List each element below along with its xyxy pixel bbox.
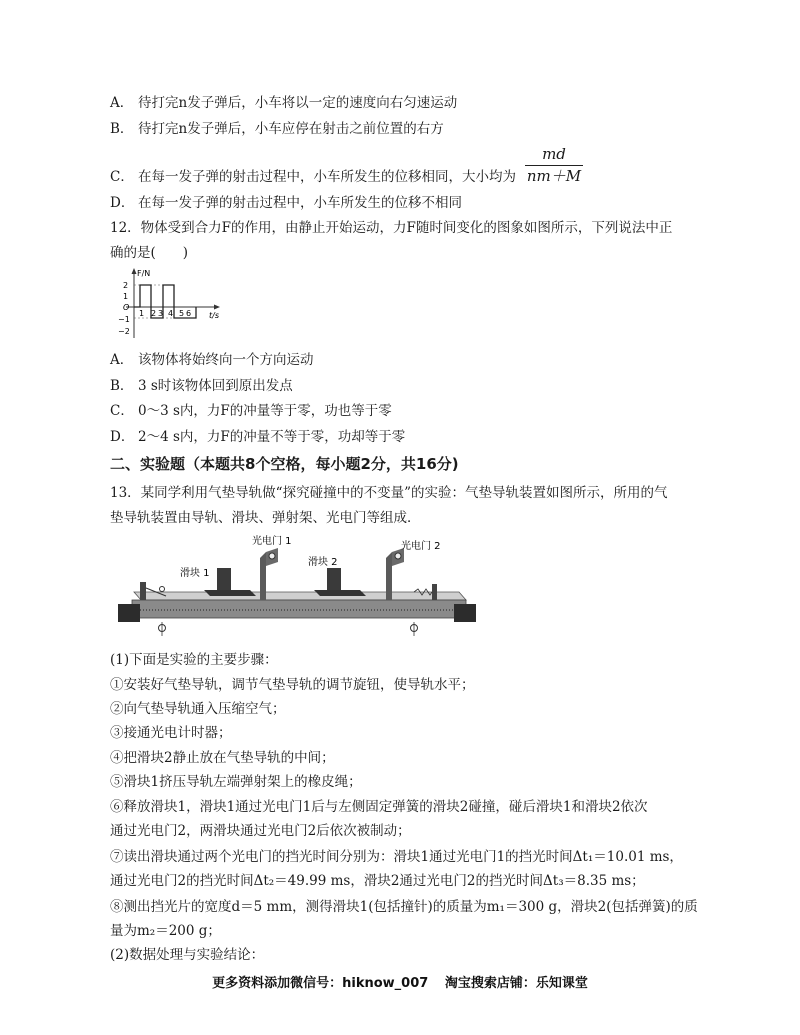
page-footer [0,972,800,991]
option-label: A． [110,352,134,368]
step-line: ⑧测出挡光片的宽度d＝5 mm，测得滑块1(包括撞针)的质量为m₁＝300 g，滑块2(包括弹簧)的质 [110,899,698,915]
q12-option-a [110,351,314,369]
step-line: ①安装好气垫导轨，调节气垫导轨的调节旋钮，使导轨水平； [110,677,475,693]
right-end-block [454,604,476,622]
photogate-1-post [260,552,266,600]
option-label: D． [110,429,135,445]
displacement-formula [525,144,583,185]
footer-wechat: 更多资料添加微信号：hiknow_007 [212,976,429,991]
origin-label: O [123,303,130,312]
option-label: C． [110,169,134,185]
q13-stem-line2: 垫导轨装置由导轨、滑块、弹射架、光电门等组成． [110,510,421,526]
y-tick: −1 [118,315,130,324]
option-label: C． [110,403,134,419]
photogate-1-sensor [269,553,275,559]
q13-stem-line1: 13．某同学利用气垫导轨做“探究碰撞中的不变量”的实验：气垫导轨装置如图所示，所用的气 [110,485,668,501]
step-line: 通过光电门2的挡光时间Δt₂＝49.99 ms，滑块2通过光电门2的挡光时间Δt₃＝8.35 ms； [110,873,645,889]
fraction-bar [525,165,583,166]
step-line: ④把滑块2静止放在气垫导轨的中间； [110,750,335,766]
option-label: B． [110,378,134,394]
option-a [110,94,457,112]
option-text: 2～4 s内，力F的冲量不等于零，功却等于零 [138,429,406,445]
step-line: ⑦读出滑块通过两个光电门的挡光时间分别为：滑块1通过光电门1的挡光时间Δt₁＝10.01 ms， [110,849,683,865]
slider-2-flag [327,568,341,590]
slider-1-flag [217,568,231,590]
q12-option-b [110,377,293,395]
step-line: ③接通光电计时器； [110,725,232,741]
option-label: B． [110,121,134,137]
slider-1-label: 滑块 1 [180,568,210,579]
x-tick: 3 [158,309,164,318]
q12-stem-line2: 确的是( ) [110,245,189,261]
x-axis-label: t/s [209,311,219,320]
option-b [110,120,444,138]
option-text: 0～3 s内，力F的冲量等于零，功也等于零 [138,403,392,419]
step-line: ⑥释放滑块1，滑块1通过光电门1后与左侧固定弹簧的滑块2碰撞，碰后滑块1和滑块2依次 [110,799,648,815]
section-title: 二、实验题（本题共8个空格，每小题2分，共16分) [110,455,459,473]
y-tick: 1 [123,292,129,301]
option-text: 在每一发子弹的射击过程中，小车所发生的位移不相同 [138,195,462,211]
slider-1 [204,590,256,596]
right-stop [432,584,437,600]
launcher-frame [140,582,146,600]
x-tick: 6 [186,309,192,318]
option-d [110,194,462,212]
step-line: (1)下面是实验的主要步骤： [110,652,278,668]
y-tick: −2 [118,327,130,336]
force-time-graph [110,266,230,340]
photogate-2-sensor [395,553,401,559]
option-text: 待打完n发子弹后，小车应停在射击之前位置的右方 [138,121,444,137]
option-label: A． [110,95,134,111]
step-line: 通过光电门2，两滑块通过光电门2后依次被制动； [110,823,411,839]
q12-option-d [110,428,405,446]
q12-stem-line1: 12．物体受到合力F的作用，由静止开始运动，力F随时间变化的图象如图所示，下列说法中正 [110,220,673,236]
photogate-2-post [386,552,392,600]
x-tick: 2 [151,309,157,318]
launcher-knob [160,587,165,592]
y-axis-label: F/N [137,269,151,278]
x-axis-arrow [214,305,220,310]
option-text: 3 s时该物体回到原出发点 [138,378,293,394]
formula-denominator: nm＋M [526,167,582,185]
photogate-2-label: 光电门 2 [401,541,441,552]
q12-option-c [110,402,392,420]
air-track-apparatus [114,530,480,642]
slider-2-label: 滑块 2 [308,557,338,568]
y-axis-arrow [132,268,137,274]
x-tick: 1 [139,309,145,318]
option-text: 该物体将始终向一个方向运动 [138,352,314,368]
air-track-top [134,592,466,600]
option-text: 待打完n发子弹后，小车将以一定的速度向右匀速运动 [138,95,458,111]
step-line: ②向气垫导轨通入压缩空气； [110,701,286,717]
footer-shop: 淘宝搜索店铺：乐知课堂 [444,976,588,991]
step-line: 量为m₂＝200 g； [110,923,221,939]
step-line: ⑤滑块1挤压导轨左端弹射架上的橡皮绳； [110,774,362,790]
option-text: 在每一发子弹的射击过程中，小车所发生的位移相同，大小均为 [138,169,516,185]
y-tick: 2 [123,281,129,290]
step-line: (2)数据处理与实验结论： [110,947,265,963]
x-tick: 5 [179,309,185,318]
x-tick: 4 [168,309,174,318]
slider-2 [314,590,366,596]
option-label: D． [110,195,135,211]
formula-numerator: md [542,145,566,163]
option-c [110,168,516,186]
left-end-block [118,604,140,622]
photogate-1-label: 光电门 1 [252,536,292,547]
